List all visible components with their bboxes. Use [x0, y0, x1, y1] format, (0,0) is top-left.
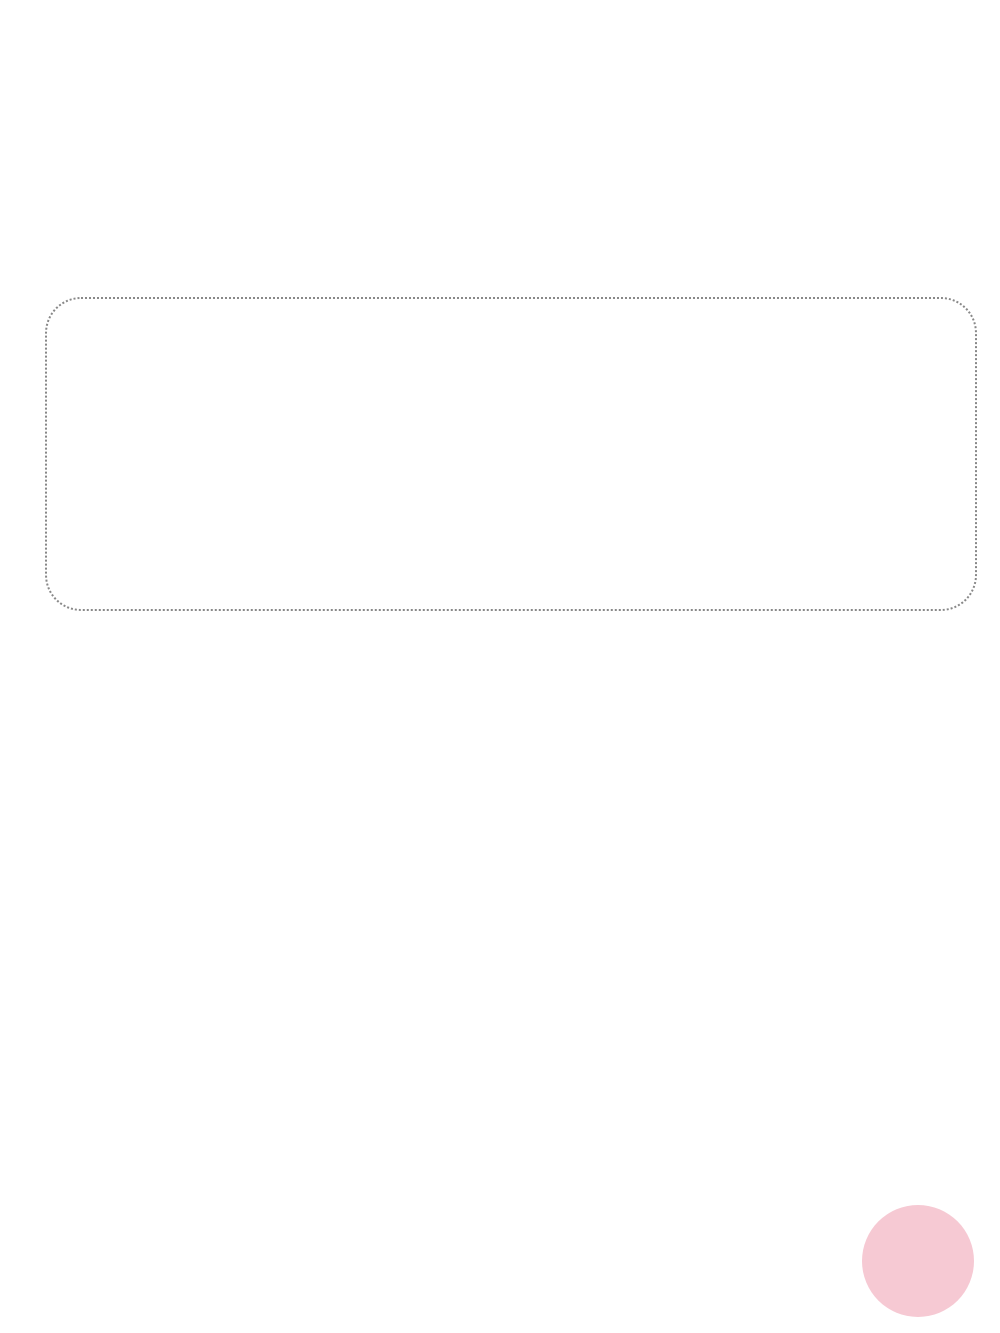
- logo-icon: [693, 1293, 711, 1311]
- clues-box: [45, 297, 977, 611]
- author-stamp: [862, 1205, 974, 1317]
- liveworksheets-logo[interactable]: [693, 1293, 715, 1311]
- logic-grid: [0, 630, 1000, 1200]
